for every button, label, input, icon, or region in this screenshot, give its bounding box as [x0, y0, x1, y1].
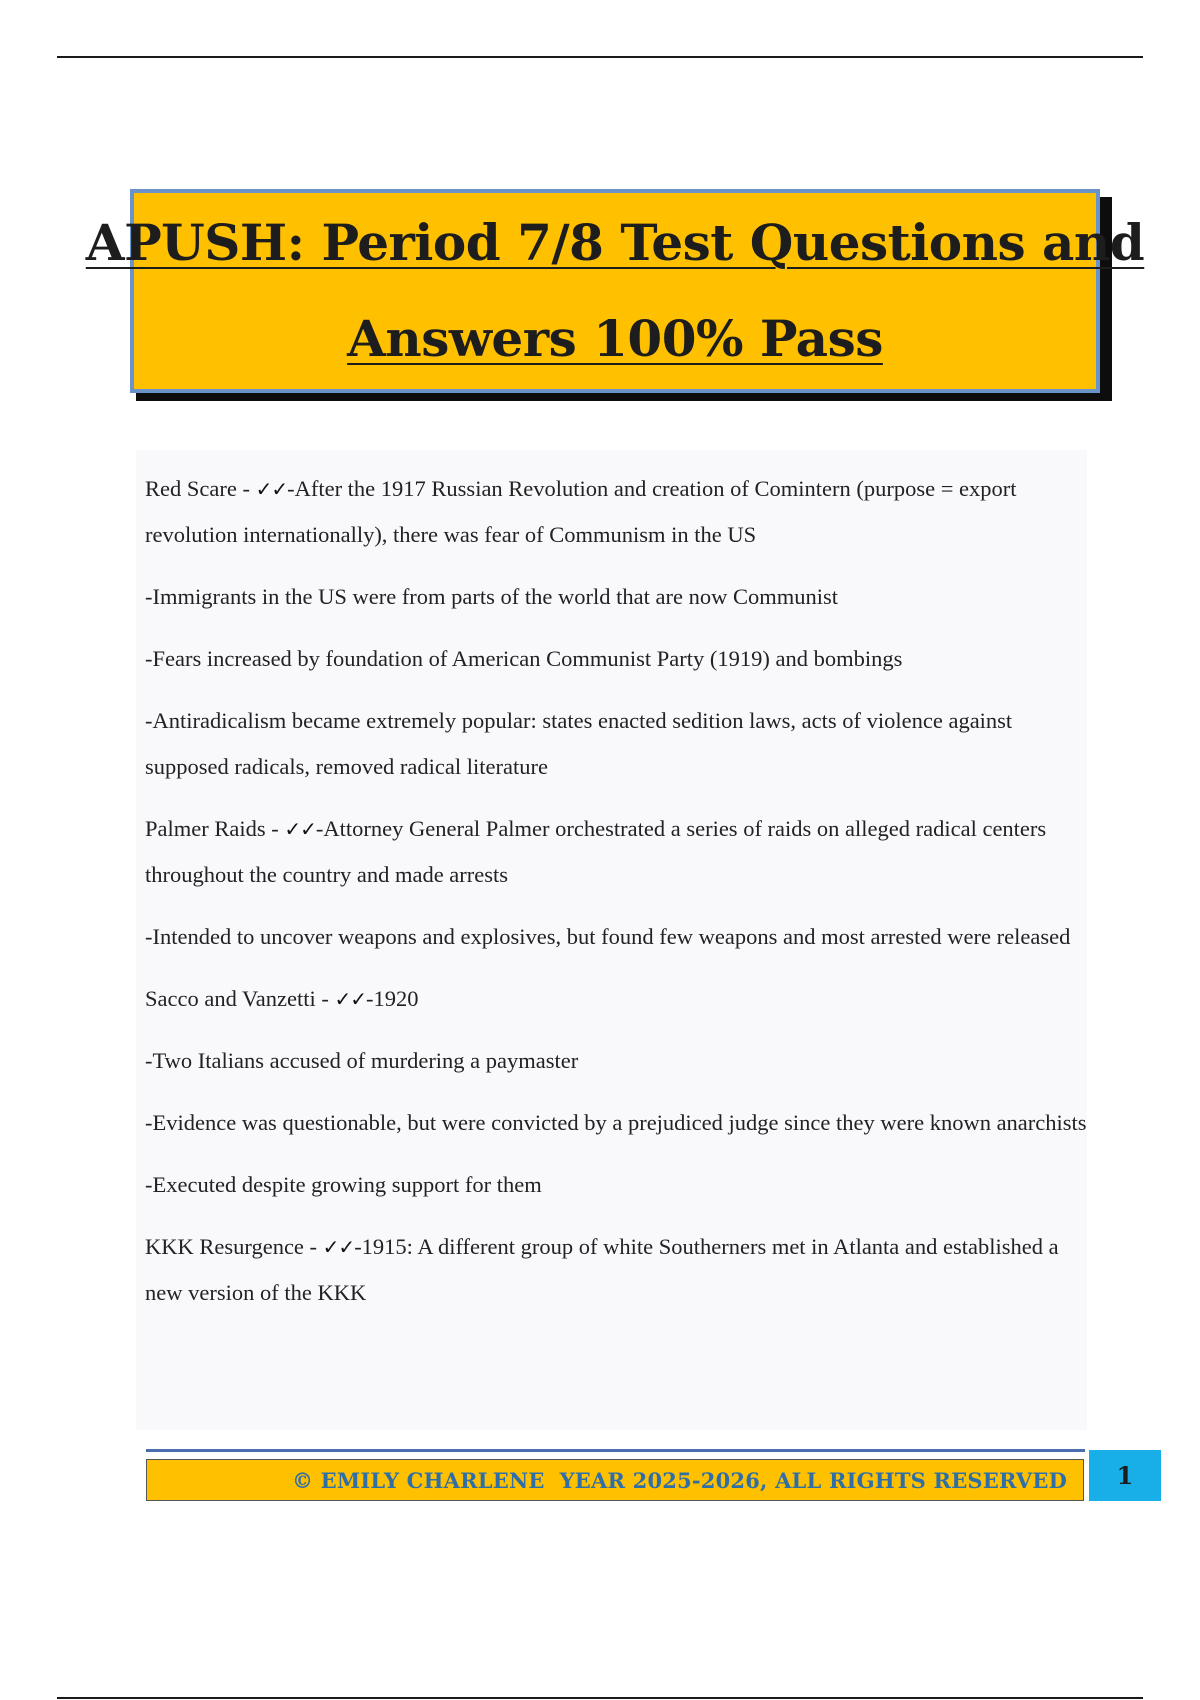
- entry-detail: -Evidence was questionable, but were convicted by a prejudiced judge since they were known anarchists: [145, 1110, 1087, 1135]
- title-banner: [85, 189, 1145, 393]
- entry-kkk-resurgence: [145, 1224, 1095, 1316]
- entry-detail: -Intended to uncover weapons and explosives, but found few weapons and most arrested were released: [145, 924, 1071, 949]
- term-label: Sacco and Vanzetti -: [145, 986, 335, 1011]
- double-check-icon: ✓✓: [284, 817, 316, 841]
- entry-red-scare: [145, 466, 1095, 558]
- term-label: KKK Resurgence -: [145, 1234, 323, 1259]
- double-check-icon: ✓✓: [322, 1235, 355, 1259]
- entry-detail: -Fears increased by foundation of American Communist Party (1919) and bombings: [145, 646, 903, 671]
- page-title-line-2: Answers 100% Pass: [347, 309, 883, 368]
- entry-text: -1920: [366, 986, 419, 1011]
- page-number-badge: [1089, 1450, 1161, 1501]
- entry-text: -1915: A different group of white Southerners met in Atlanta and established a new version of the KKK: [145, 1234, 1059, 1305]
- entry-detail: -Antiradicalism became extremely popular: states enacted sedition laws, acts of violence against supposed radicals, removed radical literature: [145, 708, 1013, 779]
- entry-detail: -Two Italians accused of murdering a paymaster: [145, 1048, 579, 1073]
- bottom-rule: [57, 1697, 1143, 1699]
- entry-detail: -Immigrants in the US were from parts of the world that are now Communist: [145, 584, 838, 609]
- footer-banner: [146, 1459, 1084, 1501]
- entry-palmer-raids: [145, 806, 1095, 898]
- copyright-notice: © EMILY CHARLENE YEAR 2025-2026, ALL RIGHTS RESERVED: [291, 1467, 1067, 1493]
- term-label: Palmer Raids -: [145, 816, 285, 841]
- page-number: 1: [1116, 1461, 1134, 1490]
- document-body: [145, 466, 1095, 1332]
- entry-detail: -Executed despite growing support for them: [145, 1172, 542, 1197]
- entry-text: -After the 1917 Russian Revolution and creation of Comintern (purpose = export revolution internationally), there was fear of Communism in the US: [145, 476, 1017, 547]
- entry-text: -Attorney General Palmer orchestrated a series of raids on alleged radical centers throughout the country and made arrests: [145, 816, 1047, 887]
- top-rule: [57, 56, 1143, 58]
- double-check-icon: ✓✓: [334, 987, 367, 1011]
- term-label: Red Scare -: [145, 476, 256, 501]
- entry-sacco-vanzetti: [145, 976, 1095, 1022]
- double-check-icon: ✓✓: [255, 477, 288, 501]
- footer-rule: [146, 1449, 1085, 1452]
- page-title-line-1: APUSH: Period 7/8 Test Questions and: [85, 213, 1145, 272]
